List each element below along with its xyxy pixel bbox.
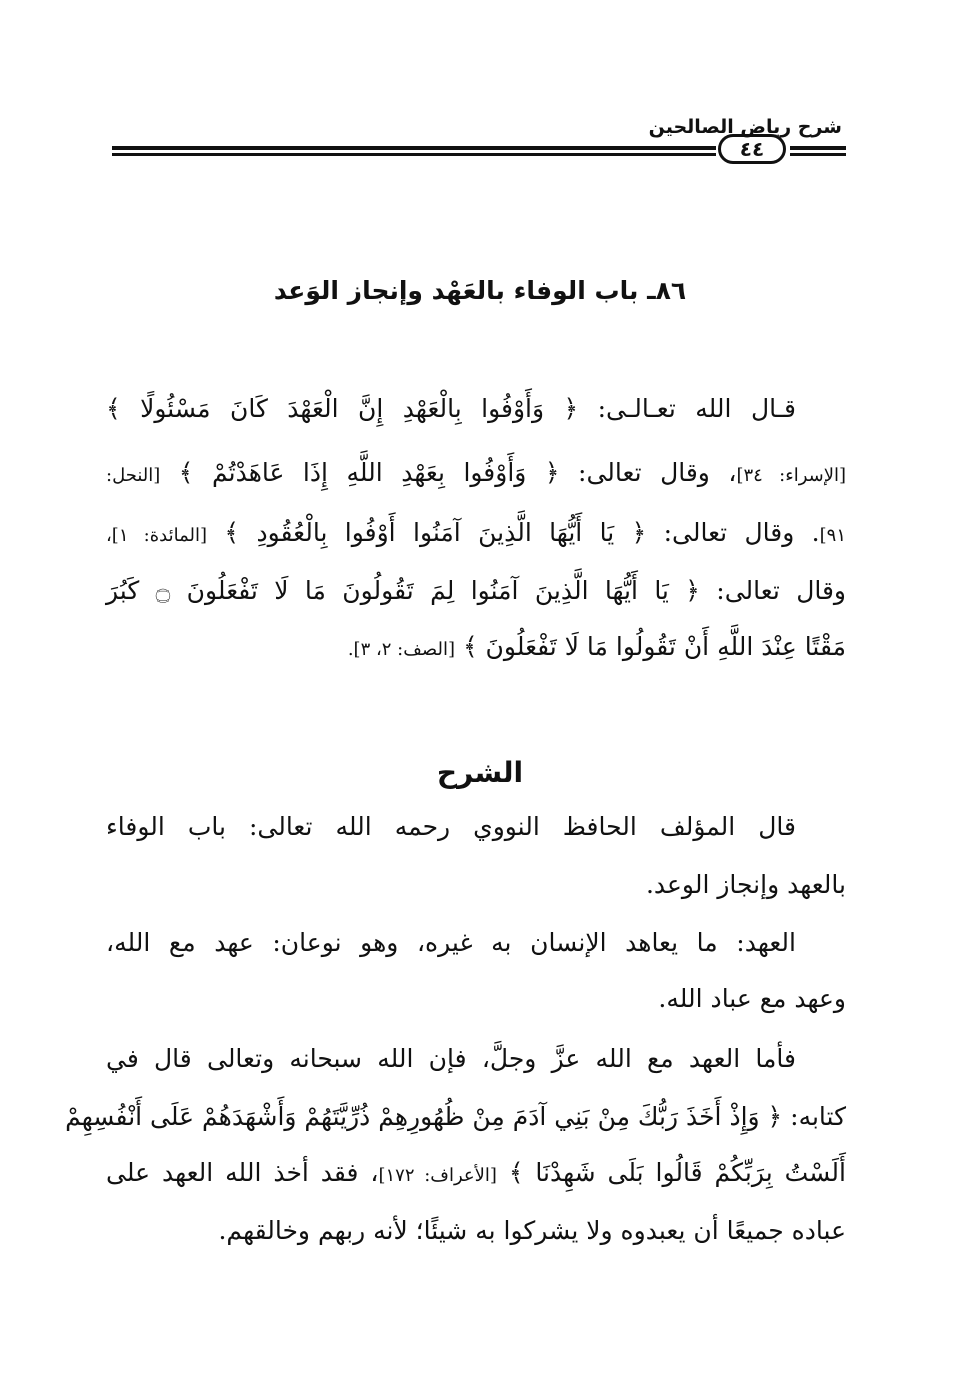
verse-text: . وقال تعالى: ﴿ يَا أَيُّهَا الَّذِينَ آمَنُوا أَوْفُوا بِالْعُقُودِ ﴾ bbox=[224, 518, 820, 547]
quran-reference: [الصف: ٢، ٣]. bbox=[347, 639, 455, 660]
commentary-heading: الشرح bbox=[436, 756, 524, 789]
commentary-line: بالعهد وإنجاز الوعد. bbox=[645, 870, 846, 899]
quran-reference: [الأعراف: ١٧٢] bbox=[378, 1165, 497, 1186]
page-number: ٤٤ bbox=[718, 134, 786, 164]
commentary-line: وعهد مع عباد الله. bbox=[658, 984, 846, 1013]
verse-line-5 bbox=[106, 632, 846, 661]
verse-line-4 bbox=[106, 576, 846, 605]
commentary-line: عباده جميعًا أن يعبدوه ولا يشركوا به شيئًا؛ لأنه ربهم وخالقهم. bbox=[218, 1216, 846, 1245]
verse-line-3 bbox=[106, 518, 846, 547]
chapter-title: ٨٦ـ باب الوفاء بالعَهْد وإنجاز الوَعد bbox=[273, 276, 687, 305]
header-rule bbox=[112, 153, 716, 156]
verse-text: مَقْتًا عِنْدَ اللَّهِ أَنْ تَقُولُوا مَا لَا تَفْعَلُونَ ﴾ bbox=[462, 632, 846, 661]
header-rule bbox=[790, 153, 846, 156]
commentary-line: فأما العهد مع الله عزَّ وجلَّ، فإن الله سبحانه وتعالى قال في bbox=[106, 1044, 796, 1073]
verse-text: قـال الله تعـالـى: ﴿ وَأَوْفُوا بِالْعَهْدِ إِنَّ الْعَهْدَ كَانَ مَسْئُولًا ﴾ bbox=[106, 394, 796, 423]
commentary-text: ، فقد أخذ الله العهد على bbox=[106, 1158, 379, 1187]
verse-line-2 bbox=[106, 458, 846, 487]
commentary-line: كتابه: ﴿ وَإِذْ أَخَذَ رَبُّكَ مِنْ بَنِي آدَمَ مِنْ ظُهُورِهِمْ ذُرِّيَّتَهُمْ وَأَشْهَدَهُمْ عَلَى أَنْفُسِهِمْ bbox=[65, 1102, 846, 1131]
header-rule bbox=[112, 146, 716, 150]
commentary-line: قال المؤلف الحافظ النووي رحمه الله تعالى: باب الوفاء bbox=[106, 812, 796, 841]
quran-reference: [المائدة: ١]، bbox=[106, 525, 208, 546]
quran-reference: ٩١] bbox=[819, 525, 847, 546]
verse-text: أَلَسْتُ بِرَبِّكُمْ قَالُوا بَلَى شَهِدْنَا ﴾ bbox=[508, 1158, 846, 1187]
quran-reference: [الإسراء: ٣٤] bbox=[736, 465, 846, 486]
running-header-title: شرح رياض الصالحين bbox=[648, 116, 842, 138]
verse-text: ، وقال تعالى: ﴿ وَأَوْفُوا بِعَهْدِ اللَّهِ إِذَا عَاهَدْتُمْ ﴾ bbox=[178, 458, 737, 487]
verse-text: وقال تعالى: ﴿ يَا أَيُّهَا الَّذِينَ آمَنُوا لِمَ تَقُولُونَ مَا لَا تَفْعَلُونَ ۝ كَبُرَ bbox=[106, 576, 846, 605]
quran-reference: [النحل: bbox=[106, 465, 161, 486]
commentary-line bbox=[106, 1158, 846, 1187]
commentary-line: العهد: ما يعاهد الإنسان به غيره، وهو نوعان: عهد مع الله، bbox=[106, 928, 796, 957]
header-rule bbox=[790, 146, 846, 150]
verse-line-1 bbox=[106, 394, 846, 423]
